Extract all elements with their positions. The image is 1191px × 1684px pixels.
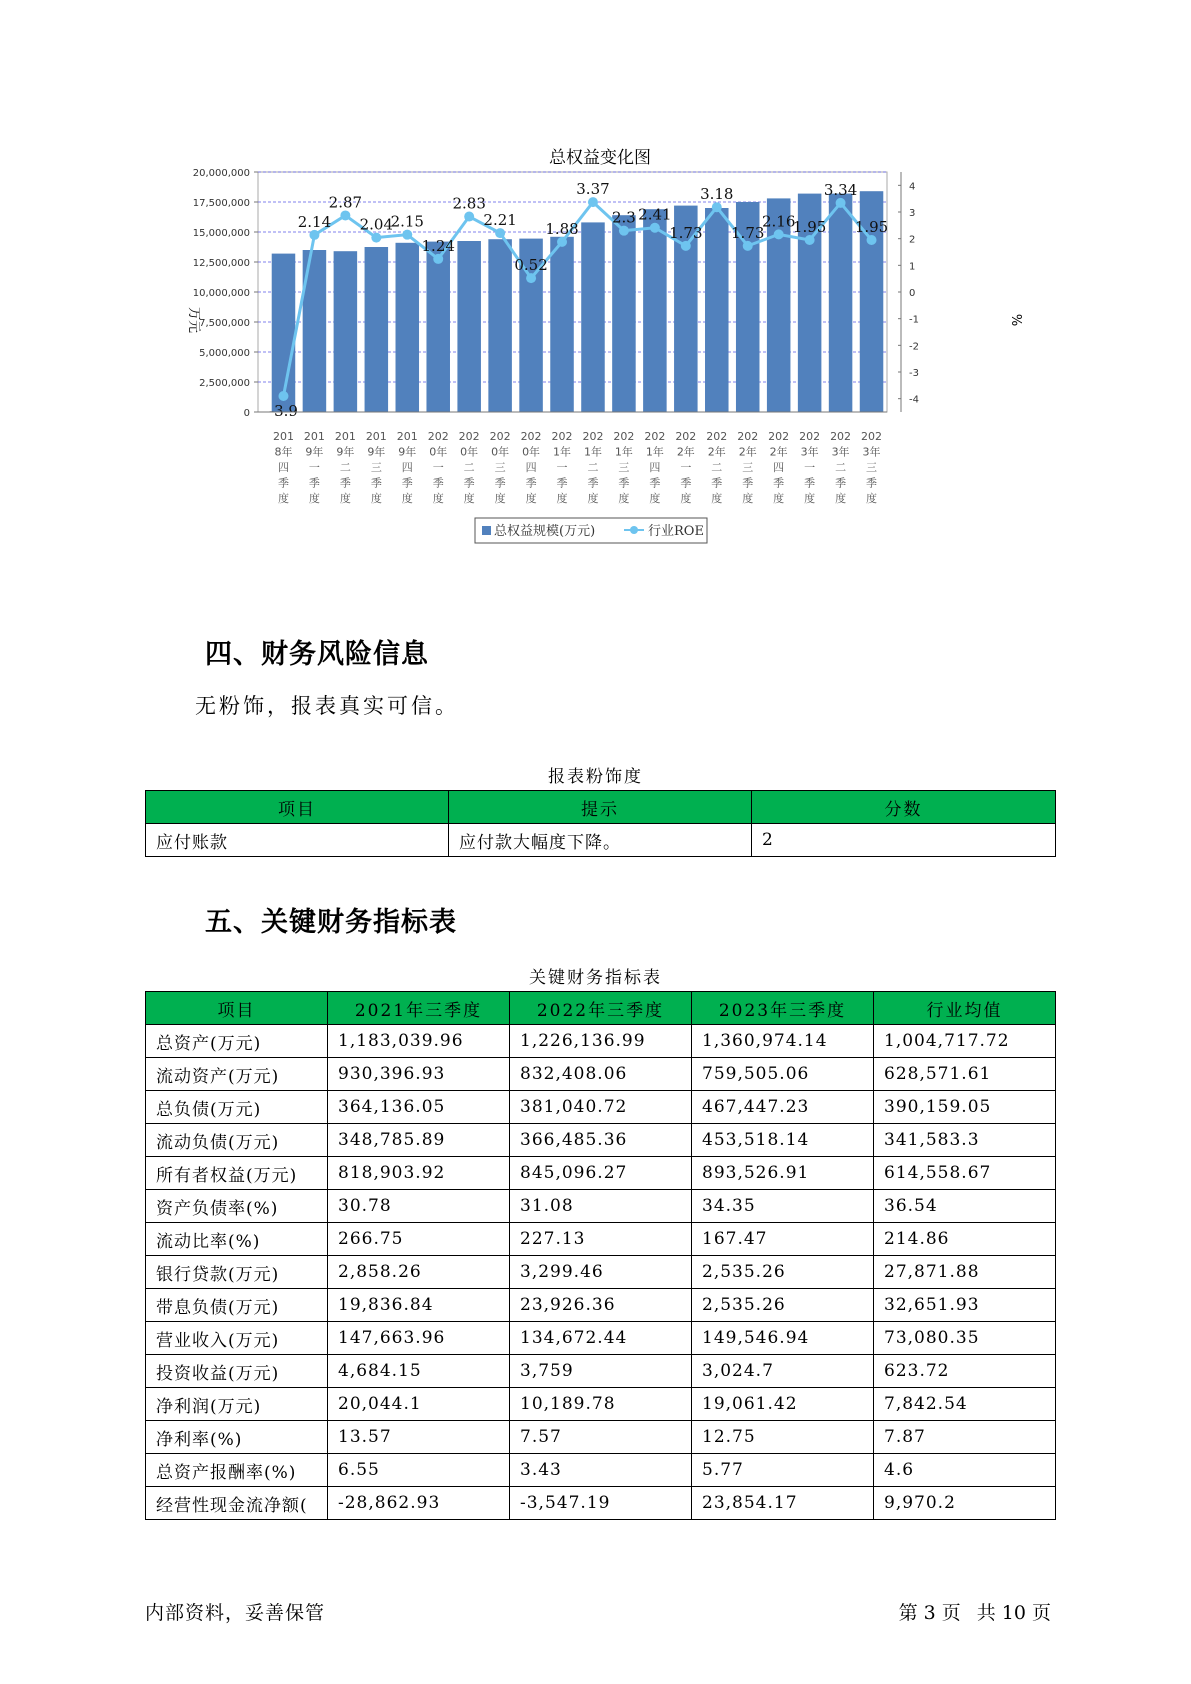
value-cell: 845,096.27 — [510, 1157, 692, 1190]
y-left-tick-label: 15,000,000 — [192, 228, 250, 239]
roe-point — [402, 230, 412, 240]
roe-data-label: 2.21 — [483, 211, 517, 230]
y-right-tick-label: 3 — [909, 208, 916, 219]
x-tick-label: 201 9年二季度 — [334, 430, 356, 505]
roe-data-label: 3.18 — [700, 185, 734, 204]
header-cell: 项目 — [146, 992, 328, 1025]
roe-point — [681, 241, 691, 251]
table-row — [146, 1421, 1056, 1454]
equity-bar — [488, 239, 512, 412]
row-label-cell: 净利率(%) — [146, 1421, 328, 1454]
value-cell: 6.55 — [328, 1454, 510, 1487]
value-cell: 149,546.94 — [692, 1322, 874, 1355]
equity-bar — [426, 242, 450, 412]
page-num: 3 — [923, 1602, 936, 1624]
value-cell: 759,505.06 — [692, 1058, 874, 1091]
y-right-tick-label: 4 — [909, 181, 916, 193]
roe-data-label: 3.37 — [576, 180, 610, 199]
roe-data-label: 2.14 — [297, 212, 332, 231]
roe-data-label: 1.73 — [669, 223, 703, 242]
roe-point — [278, 391, 288, 401]
footer-confidential-note: 内部资料，妥善保管 — [145, 1602, 326, 1624]
roe-point — [650, 223, 660, 233]
roe-data-label: 2.87 — [328, 193, 363, 212]
y-left-tick-label: 7,500,000 — [199, 318, 250, 329]
value-cell: 453,518.14 — [692, 1124, 874, 1157]
value-cell: 34.35 — [692, 1190, 874, 1223]
y-right-tick-label: -2 — [909, 341, 919, 353]
legend-bar-label: 总权益规模(万元) — [494, 524, 596, 539]
header-cell: 项目 — [146, 791, 449, 824]
table-cell: 应付账款 — [146, 824, 449, 857]
header-cell: 行业均值 — [874, 992, 1056, 1025]
row-label-cell: 总负债(万元) — [146, 1091, 328, 1124]
table-header-row — [146, 992, 1056, 1025]
x-tick-label: 202 2年三季度 — [737, 430, 759, 505]
y-right-tick-label: -3 — [909, 368, 919, 379]
chart-legend — [475, 518, 707, 543]
table-row — [146, 1025, 1056, 1058]
value-cell: 13.57 — [328, 1421, 510, 1454]
y-left-tick-label: 20,000,000 — [192, 168, 250, 179]
row-label-cell: 经营性现金流净额( — [146, 1487, 328, 1520]
value-cell: 381,040.72 — [510, 1091, 692, 1124]
y-left-tick-label: 2,500,000 — [199, 378, 250, 389]
value-cell: 23,926.36 — [510, 1289, 692, 1322]
equity-bar — [581, 222, 605, 412]
x-tick-label: 202 0年四季度 — [520, 430, 542, 505]
roe-data-label: 2.83 — [452, 194, 486, 213]
x-tick-label: 201 9年一季度 — [303, 430, 325, 505]
value-cell: 3.43 — [510, 1454, 692, 1487]
total-unit: 页 — [1031, 1602, 1051, 1624]
value-cell: 30.78 — [328, 1190, 510, 1223]
roe-data-label: 3.34 — [823, 180, 858, 199]
roe-point — [588, 197, 598, 207]
value-cell: 7.87 — [874, 1421, 1056, 1454]
value-cell: 9,970.2 — [874, 1487, 1056, 1520]
value-cell: 1,360,974.14 — [692, 1025, 874, 1058]
legend-line-marker — [630, 526, 638, 534]
x-tick-label: 202 1年四季度 — [644, 430, 666, 505]
table-row — [146, 1487, 1056, 1520]
y-left-tick-label: 17,500,000 — [192, 198, 250, 209]
table-row — [146, 1190, 1056, 1223]
page-prefix: 第 — [898, 1602, 918, 1624]
row-label-cell: 总资产(万元) — [146, 1025, 328, 1058]
legend-bar-swatch — [482, 526, 491, 535]
table-row — [146, 824, 1056, 857]
roe-data-label: 2.15 — [390, 212, 424, 231]
x-tick-label: 202 2年二季度 — [706, 430, 728, 505]
value-cell: 7,842.54 — [874, 1388, 1056, 1421]
value-cell: 5.77 — [692, 1454, 874, 1487]
row-label-cell: 银行贷款(万元) — [146, 1256, 328, 1289]
x-tick-label: 202 0年三季度 — [489, 430, 511, 505]
x-tick-label: 201 9年四季度 — [396, 430, 418, 505]
value-cell: 147,663.96 — [328, 1322, 510, 1355]
x-tick-label: 202 1年一季度 — [551, 430, 573, 505]
value-cell: 364,136.05 — [328, 1091, 510, 1124]
legend-line-label: 行业ROE — [648, 524, 704, 539]
roe-point — [712, 202, 722, 212]
value-cell: 4.6 — [874, 1454, 1056, 1487]
roe-point — [557, 237, 567, 247]
y-right-tick-label: -1 — [909, 314, 919, 326]
row-label-cell: 资产负债率(%) — [146, 1190, 328, 1223]
y-left-axis-label: 万元 — [186, 306, 201, 334]
value-cell: 4,684.15 — [328, 1355, 510, 1388]
table-row — [146, 1256, 1056, 1289]
roe-point — [371, 233, 381, 243]
roe-data-label: 1.24 — [421, 236, 455, 255]
chart-title: 总权益变化图 — [549, 148, 651, 168]
roe-point — [774, 229, 784, 239]
table-row — [146, 1355, 1056, 1388]
roe-point — [836, 198, 846, 208]
equity-bar — [457, 241, 481, 412]
table-row — [146, 1289, 1056, 1322]
equity-bar — [829, 194, 853, 412]
y-right-axis-label: % — [1008, 313, 1023, 327]
x-tick-label: 202 2年一季度 — [675, 430, 697, 505]
table-cell: 应付款大幅度下降。 — [449, 824, 752, 857]
section-heading-financial-risk: 四、财务风险信息 — [205, 639, 429, 670]
header-cell: 分数 — [752, 791, 1056, 824]
header-cell: 2023年三季度 — [692, 992, 874, 1025]
roe-data-label: 1.95 — [792, 218, 827, 236]
roe-data-label: 1.73 — [731, 223, 765, 242]
roe-point — [526, 273, 536, 283]
equity-bar — [705, 208, 729, 412]
value-cell: 23,854.17 — [692, 1487, 874, 1520]
roe-point — [464, 212, 474, 222]
section-heading-key-indicators: 五、关键财务指标表 — [205, 907, 457, 938]
value-cell: 2,535.26 — [692, 1289, 874, 1322]
y-left-tick-label: 0 — [243, 408, 250, 419]
x-tick-label: 202 3年一季度 — [799, 430, 821, 505]
financial-risk-summary: 无粉饰，报表真实可信。 — [195, 694, 459, 718]
footer-page-number — [896, 1598, 1054, 1625]
roe-point — [340, 210, 350, 220]
value-cell: 832,408.06 — [510, 1058, 692, 1091]
value-cell: 366,485.36 — [510, 1124, 692, 1157]
value-cell: 134,672.44 — [510, 1322, 692, 1355]
header-cell: 2021年三季度 — [328, 992, 510, 1025]
value-cell: 227.13 — [510, 1223, 692, 1256]
x-tick-label: 202 1年三季度 — [613, 430, 635, 505]
row-label-cell: 总资产报酬率(%) — [146, 1454, 328, 1487]
y-right-tick-label: 0 — [909, 288, 916, 299]
equity-bar — [550, 237, 574, 412]
table-row — [146, 1322, 1056, 1355]
equity-bar — [643, 209, 667, 412]
row-label-cell: 流动负债(万元) — [146, 1124, 328, 1157]
header-cell: 2022年三季度 — [510, 992, 692, 1025]
value-cell: 20,044.1 — [328, 1388, 510, 1421]
table-row — [146, 1124, 1056, 1157]
roe-point — [495, 228, 505, 238]
x-tick-label: 202 0年一季度 — [427, 430, 449, 505]
value-cell: 930,396.93 — [328, 1058, 510, 1091]
x-tick-label: 202 2年四季度 — [768, 430, 790, 505]
roe-point — [867, 235, 877, 245]
roe-data-label: 0.52 — [514, 256, 548, 275]
roe-point — [805, 235, 815, 245]
header-cell: 提示 — [449, 791, 752, 824]
key-indicators-table-title: 关键财务指标表 — [529, 968, 662, 988]
table-row — [146, 1454, 1056, 1487]
table-row — [146, 1091, 1056, 1124]
value-cell: 19,061.42 — [692, 1388, 874, 1421]
value-cell: 27,871.88 — [874, 1256, 1056, 1289]
y-left-tick-label: 5,000,000 — [199, 348, 250, 359]
value-cell: 3,024.7 — [692, 1355, 874, 1388]
equity-bar — [365, 247, 389, 412]
value-cell: 36.54 — [874, 1190, 1056, 1223]
roe-point — [309, 230, 319, 240]
value-cell: 266.75 — [328, 1223, 510, 1256]
value-cell: 214.86 — [874, 1223, 1056, 1256]
y-right-tick-label: 1 — [909, 261, 916, 273]
value-cell: 623.72 — [874, 1355, 1056, 1388]
table-header-row — [146, 791, 1056, 824]
value-cell: 628,571.61 — [874, 1058, 1056, 1091]
x-tick-label: 202 3年三季度 — [861, 430, 883, 505]
roe-data-label: 1.95 — [854, 218, 889, 236]
row-label-cell: 流动资产(万元) — [146, 1058, 328, 1091]
roe-point — [619, 226, 629, 236]
y-left-tick-label: 12,500,000 — [192, 258, 250, 269]
roe-data-label: -3.9 — [269, 402, 298, 420]
row-label-cell: 净利润(万元) — [146, 1388, 328, 1421]
table-row — [146, 1157, 1056, 1190]
value-cell: 341,583.3 — [874, 1124, 1056, 1157]
value-cell: 10,189.78 — [510, 1388, 692, 1421]
y-right-tick-label: 2 — [909, 234, 916, 246]
row-label-cell: 流动比率(%) — [146, 1223, 328, 1256]
roe-point — [433, 254, 443, 264]
value-cell: 3,759 — [510, 1355, 692, 1388]
page-unit: 页 — [941, 1602, 961, 1624]
y-left-tick-label: 10,000,000 — [192, 288, 250, 299]
total-num: 10 — [1001, 1602, 1026, 1624]
roe-data-label: 1.88 — [545, 219, 579, 238]
roe-data-label: 2.16 — [761, 212, 796, 231]
value-cell: 2,858.26 — [328, 1256, 510, 1289]
chart-canvas — [170, 135, 1030, 595]
table-row — [146, 1388, 1056, 1421]
x-tick-label: 202 0年二季度 — [458, 430, 480, 505]
value-cell: 390,159.05 — [874, 1091, 1056, 1124]
value-cell: 467,447.23 — [692, 1091, 874, 1124]
x-tick-label: 201 8年四季度 — [272, 430, 294, 505]
y-right-tick-label: -4 — [909, 394, 919, 406]
value-cell: 32,651.93 — [874, 1289, 1056, 1322]
equity-bar — [396, 243, 420, 412]
value-cell: 167.47 — [692, 1223, 874, 1256]
whitewash-table — [145, 790, 1056, 857]
roe-data-label: 2.3 — [611, 208, 636, 227]
equity-bar — [612, 215, 636, 412]
value-cell: 7.57 — [510, 1421, 692, 1454]
x-tick-label: 202 1年二季度 — [582, 430, 604, 505]
value-cell: 12.75 — [692, 1421, 874, 1454]
table-row — [146, 1058, 1056, 1091]
value-cell: 348,785.89 — [328, 1124, 510, 1157]
roe-data-label: 2.41 — [638, 205, 672, 224]
table-cell: 2 — [752, 824, 1056, 857]
value-cell: 31.08 — [510, 1190, 692, 1223]
value-cell: 818,903.92 — [328, 1157, 510, 1190]
row-label-cell: 营业收入(万元) — [146, 1322, 328, 1355]
value-cell: 73,080.35 — [874, 1322, 1056, 1355]
value-cell: 1,183,039.96 — [328, 1025, 510, 1058]
x-tick-label: 202 3年二季度 — [830, 430, 852, 505]
key-indicators-table — [145, 991, 1056, 1520]
value-cell: 614,558.67 — [874, 1157, 1056, 1190]
equity-chart — [170, 135, 1030, 595]
whitewash-table-title: 报表粉饰度 — [548, 767, 643, 787]
value-cell: -28,862.93 — [328, 1487, 510, 1520]
value-cell: 3,299.46 — [510, 1256, 692, 1289]
total-prefix: 共 — [976, 1602, 996, 1624]
value-cell: 1,226,136.99 — [510, 1025, 692, 1058]
row-label-cell: 带息负债(万元) — [146, 1289, 328, 1322]
value-cell: 893,526.91 — [692, 1157, 874, 1190]
equity-bar — [334, 251, 358, 412]
row-label-cell: 投资收益(万元) — [146, 1355, 328, 1388]
table-row — [146, 1223, 1056, 1256]
value-cell: -3,547.19 — [510, 1487, 692, 1520]
x-tick-label: 201 9年三季度 — [365, 430, 387, 505]
roe-data-label: 2.04 — [359, 215, 394, 234]
row-label-cell: 所有者权益(万元) — [146, 1157, 328, 1190]
value-cell: 19,836.84 — [328, 1289, 510, 1322]
roe-point — [743, 241, 753, 251]
value-cell: 1,004,717.72 — [874, 1025, 1056, 1058]
value-cell: 2,535.26 — [692, 1256, 874, 1289]
